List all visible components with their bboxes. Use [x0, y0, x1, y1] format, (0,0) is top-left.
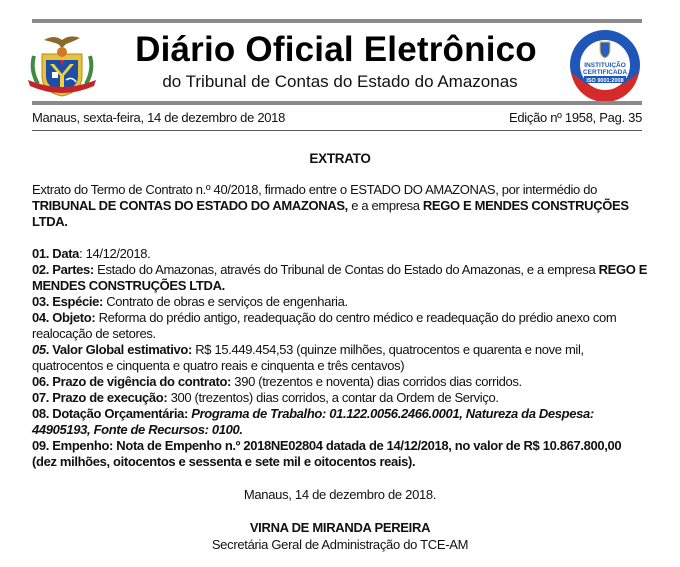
item-text: R$ 15.449.454,53 (quinze milhões, quatrocentos e quarenta e nove mil, quatrocentos e cinquenta e quatro reais e cinquenta e três centavos)	[32, 342, 584, 373]
item-data	[32, 246, 648, 262]
item-vigencia	[32, 374, 648, 390]
edition-page: Edição nº 1958, Pag. 35	[508, 110, 642, 125]
item-number: 05	[32, 342, 46, 357]
item-text: Estado do Amazonas, através do Tribunal de Contas do Estado do Amazonas, e a empresa	[93, 262, 599, 277]
item-label: 09. Empenho:	[32, 438, 114, 453]
signer-name: VIRNA DE MIRANDA PEREIRA	[249, 520, 431, 535]
intro-text-2: e a empresa	[347, 198, 423, 213]
document-body	[32, 182, 648, 470]
publication-date: Manaus, sexta-feira, 14 de dezembro de 2018	[32, 110, 286, 125]
tce-am-coat-of-arms-icon	[24, 30, 100, 102]
intro-tribunal: TRIBUNAL DE CONTAS DO ESTADO DO AMAZONAS,	[32, 198, 348, 213]
document-heading: EXTRATO	[309, 151, 371, 166]
item-text: Reforma do prédio antigo, readequação do centro médico e readequação do prédio anexo com realocação de setores.	[32, 310, 617, 341]
item-text: : 14/12/2018.	[79, 246, 151, 261]
svg-text:INSTITUIÇÃO: INSTITUIÇÃO	[584, 62, 626, 69]
item-text: Contrato de obras e serviços de engenharia.	[102, 294, 348, 309]
item-valor	[32, 342, 648, 374]
item-partes	[32, 262, 648, 294]
signer-role: Secretária Geral de Administração do TCE-AM	[211, 537, 469, 552]
intro-paragraph	[32, 182, 648, 230]
item-especie	[32, 294, 648, 310]
item-label: 07. Prazo de execução:	[32, 390, 168, 405]
item-label: 03. Espécie:	[32, 294, 103, 309]
item-label: 04. Objeto:	[32, 310, 96, 325]
svg-text:ISO 9001:2008: ISO 9001:2008	[586, 78, 624, 84]
item-text: Nota de Empenho n.º 2018NE02804 datada de 14/12/2018, no valor de R$ 10.867.800,00 (dez milhões, oitocentos e sessenta e sete mil e oitocentos reais).	[32, 438, 622, 469]
item-label: 01. Data	[32, 246, 80, 261]
closing-date: Manaus, 14 de dezembro de 2018.	[243, 487, 437, 502]
intro-text: Extrato do Termo de Contrato n.º 40/2018, firmado entre o ESTADO DO AMAZONAS, por intermédio do	[32, 182, 597, 197]
page-title: Diário Oficial Eletrônico	[135, 30, 537, 69]
header-bottom-bar	[32, 101, 642, 105]
item-empenho	[32, 438, 648, 470]
item-company: REGO E MENDES CONSTRUÇÕES LTDA.	[32, 262, 648, 293]
intro-company: REGO E MENDES CONSTRUÇÕES LTDA.	[32, 198, 629, 229]
certified-institution-seal-icon	[568, 28, 642, 102]
header-divider	[32, 130, 642, 131]
item-text: 390 (trezentos e noventa) dias corridos dias corridos.	[231, 374, 522, 389]
item-execucao	[32, 390, 648, 406]
item-label: 06. Prazo de vigência do contrato:	[32, 374, 232, 389]
item-objeto	[32, 310, 648, 342]
item-text: Programa de Trabalho: 01.122.0056.2466.0001, Natureza da Despesa: 44905193, Fonte de Recursos: 0100.	[32, 406, 594, 437]
page-subtitle: do Tribunal de Contas do Estado do Amazonas	[162, 72, 518, 91]
item-dotacao	[32, 406, 648, 438]
item-label: 08. Dotação Orçamentária:	[32, 406, 188, 421]
svg-text:CERTIFICADA: CERTIFICADA	[582, 69, 628, 76]
item-label: . Valor Global estimativo:	[45, 342, 192, 357]
item-text: 300 (trezentos) dias corridos, a contar da Ordem de Serviço.	[167, 390, 499, 405]
header-top-bar	[32, 19, 642, 23]
item-label: 02. Partes:	[32, 262, 94, 277]
